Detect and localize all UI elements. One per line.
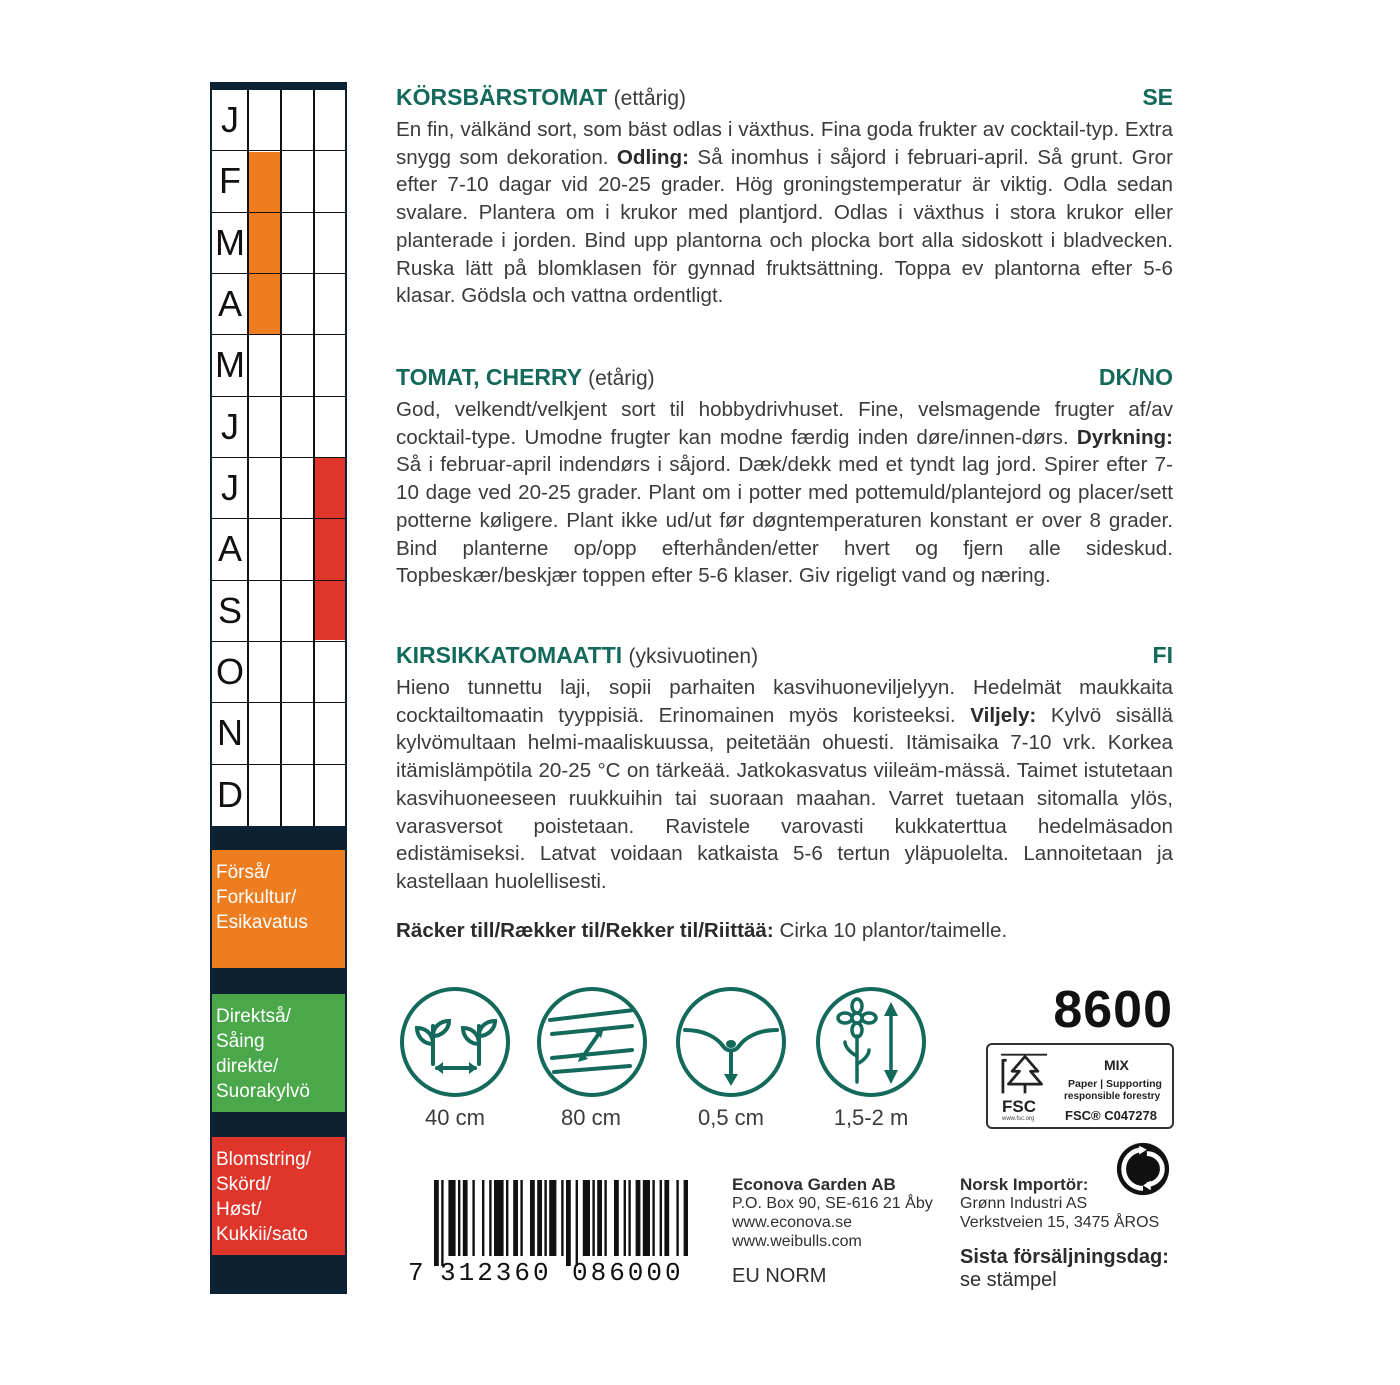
month-letter: N	[217, 712, 243, 754]
company-info	[732, 1175, 933, 1288]
importer-name: Grønn Industri AS	[960, 1195, 1088, 1212]
section-title: TOMAT, CHERRY (etårig)	[396, 364, 655, 390]
language-code: SE	[1142, 84, 1173, 110]
language-code: DK/NO	[1098, 364, 1173, 390]
importer-address: Verkstveien 15, 3475 ÅROS	[960, 1214, 1160, 1231]
month-letter: J	[221, 99, 239, 141]
section-body: En fin, välkänd sort, som bäst odlas i växthus. Fina goda frukter av cocktail-typ. Extra snygg som dekoration. Odling: Så inomhus i såjord i februari-april. Så grunt. Gror efter 7-10 dagar vid 20-25 grader. Hög groningstemperatur är viktig. Odla sedan svalare. Plantera om i krukor med plantjord. Odlas i växthus i stora krukor eller planterade i jorden. Bind upp plantorna och plocka bort alla sidoskott i bladvecken. Ruska lätt på blomklasen för gynnad fruktsättning. Toppa ev plantorna efter 5-6 klasar. Gödsla och vattna ordentligt.	[396, 118, 1173, 308]
section-body: Hieno tunnettu laji, sopii parhaiten kasvihuoneviljelyyn. Hedelmät maukkaita cocktailtomaatin tyyppisiä. Erinomainen myös koristeeksi. Viljely: Kylvö sisällä kylvömultaan helmi-maaliskuussa, peitetään ohuesti. Itämisaika 7-10 vrk. Korkea itämislämpötila 20-25 °C on tärkeää. Jatkokasvatus viileäm-mässä. Taimet istutetaan kasvihuoneeseen ruukkuihin tai suoraan maahan. Varret tuetaan sitomalla ylös, varasversot poistetaan. Ravistele varovasti kukkaterttua hedelmäsadon edistämiseksi. Latvat voidaan katkaista 5-6 tertun yläpuolelta. Lannoitetaan ja kastellaan huolellisesti.	[396, 676, 1173, 893]
barcode-bar	[592, 1180, 594, 1256]
barcode-digit-lead: 7	[408, 1258, 424, 1288]
barcode-bar	[506, 1180, 508, 1256]
company-web-econova[interactable]: www.econova.se	[732, 1214, 853, 1231]
barcode-bar	[604, 1180, 606, 1256]
section-body: God, velkendt/velkjent sort til hobbydrivhuset. Fine, velsmagende frugter af/av cocktail-type. Umodne frugter kan modne færdig inden døre/innen-dørs. Dyrkning: Så i februar-april indendørs i såjord. Dæk/dekk med et tyndt lag jord. Spirer efter 7-10 dage ved 20-25 grader. Plant om i potter med pottemuld/plantejord og placer/sett potterne køligere. Plant ikke ud/ut før døgntemperaturen konstant er over 8 grader. Bind planterne op/opp efterhånden/etter hvert og fjern alle sideskud. Topbeskær/beskjær toppen efter 5-6 klaser. Giv rigeligt vand og næring.	[396, 398, 1173, 588]
barcode-bar	[636, 1180, 641, 1256]
barcode-bar	[463, 1180, 468, 1256]
barcode-bar	[489, 1180, 491, 1256]
barcode-bar	[660, 1180, 662, 1256]
barcode-bar	[597, 1180, 602, 1256]
fsc-url: www.fsc.org	[1002, 1116, 1035, 1122]
section-se	[396, 84, 1173, 310]
legend-indoor-sowing: Förså/ Forkultur/ Esikavatus	[212, 850, 345, 968]
barcode-bar	[544, 1180, 546, 1256]
legend-harvest: Blomstring/ Skörd/ Høst/ Kukkii/sato	[212, 1137, 345, 1255]
barcode-bar	[628, 1180, 630, 1256]
recycle-icon	[1114, 1140, 1172, 1198]
fsc-line2: responsible forestry	[1064, 1091, 1161, 1102]
last-sale-value: se stämpel	[960, 1269, 1057, 1291]
barcode-bar	[458, 1180, 460, 1256]
month-letter: S	[217, 589, 242, 631]
eu-norm: EU NORM	[732, 1265, 827, 1287]
fsc-code: FSC® C047278	[1065, 1108, 1157, 1123]
barcode-bar	[624, 1180, 626, 1256]
section-title: KIRSIKKATOMAATTI (yksivuotinen)	[396, 642, 759, 668]
month-calendar	[212, 90, 345, 826]
barcode-bar	[448, 1180, 455, 1256]
month-letter: D	[217, 774, 243, 816]
section-fi	[396, 642, 1173, 896]
fsc-label	[986, 1043, 1174, 1129]
barcode-bar	[676, 1180, 678, 1256]
month-letter: O	[215, 651, 244, 693]
fsc-mix: MIX	[1104, 1057, 1129, 1073]
barcode-digits-right: 086000	[572, 1258, 684, 1288]
barcode-bar	[684, 1180, 688, 1256]
sowing-depth-label: 0,5 cm	[697, 1105, 765, 1130]
yield-line: Räcker till/Rækker til/Rekker til/Riittää: Cirka 10 plantor/taimelle.	[396, 919, 1008, 942]
month-letter: J	[221, 467, 239, 509]
barcode-bar	[472, 1180, 474, 1256]
last-sale-title: Sista försäljningsdag:	[960, 1246, 1169, 1268]
fsc-logo-text: FSC	[1002, 1097, 1036, 1116]
fsc-line1: Paper | Supporting	[1068, 1078, 1162, 1090]
barcode-bar	[652, 1180, 654, 1256]
barcode-bar	[441, 1180, 443, 1266]
company-address: P.O. Box 90, SE-616 21 Åby	[732, 1195, 933, 1212]
sowing-depth-icon	[675, 986, 787, 1098]
plant-height-label: 1,5-2 m	[833, 1105, 909, 1130]
language-code: FI	[1152, 642, 1173, 668]
month-letter: M	[215, 221, 245, 263]
importer-title: Norsk Importör:	[960, 1175, 1089, 1194]
barcode-bar	[614, 1180, 619, 1256]
month-letter: A	[217, 283, 242, 325]
legend-direct-sowing: Direktså/ Såing direkte/ Suorakylvö	[212, 994, 345, 1112]
month-letter: J	[221, 405, 239, 447]
company-web-weibulls[interactable]: www.weibulls.com	[732, 1233, 862, 1250]
barcode-bar	[494, 1180, 504, 1256]
barcode-bar	[520, 1180, 522, 1256]
barcode-bar	[566, 1180, 571, 1266]
article-number: 8600	[1053, 981, 1173, 1039]
barcode-bar	[583, 1180, 590, 1256]
row-spacing-label: 80 cm	[561, 1105, 621, 1130]
barcode	[430, 1180, 688, 1266]
plant-spacing-icon	[399, 986, 511, 1098]
row-spacing-icon	[536, 986, 648, 1098]
barcode-bar	[549, 1180, 556, 1256]
month-letter: F	[219, 160, 241, 202]
plant-height-icon	[815, 986, 927, 1098]
barcode-bar	[530, 1180, 535, 1256]
sowing-calendar-strip	[210, 82, 347, 1294]
month-letter: A	[217, 528, 242, 570]
section-title: KÖRSBÄRSTOMAT (ettårig)	[396, 84, 687, 110]
company-name: Econova Garden AB	[732, 1175, 896, 1194]
barcode-bar	[664, 1180, 669, 1256]
fsc-tree-icon	[996, 1051, 1054, 1097]
month-letter: M	[215, 344, 245, 386]
section-dk-no	[396, 364, 1173, 590]
barcode-bar	[482, 1180, 484, 1256]
barcode-bar	[513, 1180, 518, 1256]
barcode-digits-left: 312360	[440, 1258, 552, 1288]
barcode-bar	[434, 1180, 439, 1266]
barcode-bar	[561, 1180, 563, 1256]
barcode-bar	[537, 1180, 542, 1256]
plant-spacing-label: 40 cm	[425, 1105, 485, 1130]
barcode-bar	[643, 1180, 650, 1256]
barcode-bar	[576, 1180, 578, 1266]
